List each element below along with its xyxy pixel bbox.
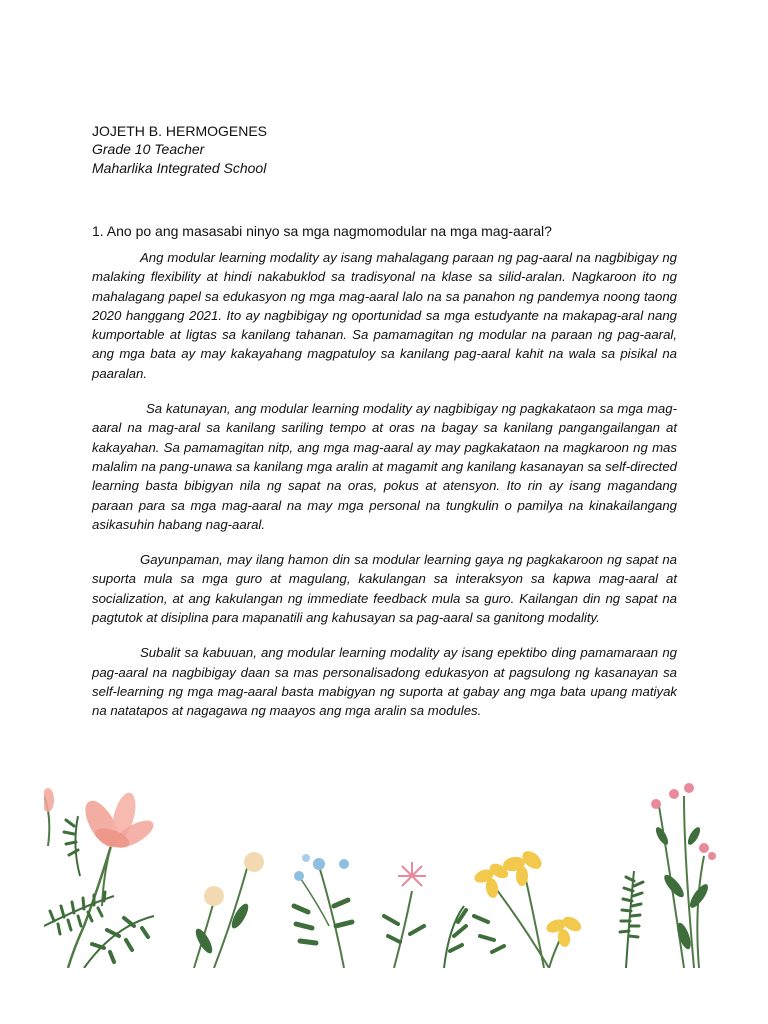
paragraph-1: Ang modular learning modality ay isang mahalagang paraan ng pag-aaral na nagbibigay ng malaking flexibility at hindi nakabuklod sa tradisyonal na klase sa silid-aralan. Nagkaroon ito ng mahalagang papel sa edukasyon ng mga mag-aaral lalo na sa panahon ng pandemya noong taong 2020 hanggang 2021. Ito ay nagbibigay ng oportunidad sa mga estudyante na makapag-aral nang kumportable at ligtas sa kanilang tahanan. Sa pamamagitan ng modular na paraan ng pag-aaral, ang mga bata ay may kakayahang magpatuloy sa kanilang pag-aaral kahit na wala sa pisikal na paaralan. (92, 250, 677, 381)
rose-starburst-icon (384, 862, 426, 968)
question-heading: 1. Ano po ang masasabi ninyo sa mga nagmomodular na mga mag-aaral? (92, 223, 552, 239)
yellow-flower-icon (473, 848, 584, 968)
author-role: Grade 10 Teacher (92, 141, 205, 157)
floral-border-illustration (44, 776, 716, 968)
answer-body (92, 248, 677, 737)
author-name: JOJETH B. HERMOGENES (92, 123, 268, 139)
cream-bud-icon (193, 852, 264, 968)
author-block (92, 122, 692, 178)
paragraph-3: Gayunpaman, may ilang hamon din sa modular learning gaya ng pagkakaroon ng sapat na suporta mula sa mga guro at magulang, kakulangan sa interaksyon sa kapwa mag-aaral at socialization, at ang kakulangan ng immediate feedback mula sa guro. Kailangan din ng sapat na pagtutok at disiplina para mapanatili ang kahusayan sa pag-aaral sa ganitong modality. (92, 552, 677, 626)
pink-flower-icon (64, 790, 158, 968)
paragraph-2: Sa katunayan, ang modular learning modality ay nagbibigay ng pagkakataon sa mga mag-aaral na mag-aral sa kanilang sariling tempo at oras na bagay sa kanilang pangangailangan at kakayahan. Sa pamamagitan nitp, ang mga mag-aaral ay may pagkakataon na magkaroon ng mas malalim na pang-unawa sa kanilang mga aralin at magamit ang kanilang kasanayan sa self-directed learning basta bibigyan nila ng sapat na oras, pokus at atensyon. Ito rin ay isang magandang paraan para sa mga mag-aaral na may mga personal na tungkulin o pamilya na kinakailangang asikasuhin habang nag-aaral. (92, 401, 677, 532)
pink-sprig-icon (651, 783, 716, 968)
author-school: Maharlika Integrated School (92, 160, 267, 176)
fern-left-icon (44, 892, 154, 968)
edge-flower-icon (44, 788, 54, 846)
grass-sprig-icon (444, 906, 466, 968)
fern-right-icon (620, 871, 643, 968)
paragraph-4: Subalit sa kabuuan, ang modular learning modality ay isang epektibo ding pamamaraan ng pag-aaral na nagbibigay daan sa mas personalisadong edukasyon at pagsulong ng kasanayan sa self-learning ng mga mag-aaral basta mabigyan ng suporta at gabay ang mga bata upang matiyak na natatapos at nagagawa ng maayos ang mga aralin sa modules. (92, 645, 677, 719)
blue-flower-icon (294, 854, 352, 968)
